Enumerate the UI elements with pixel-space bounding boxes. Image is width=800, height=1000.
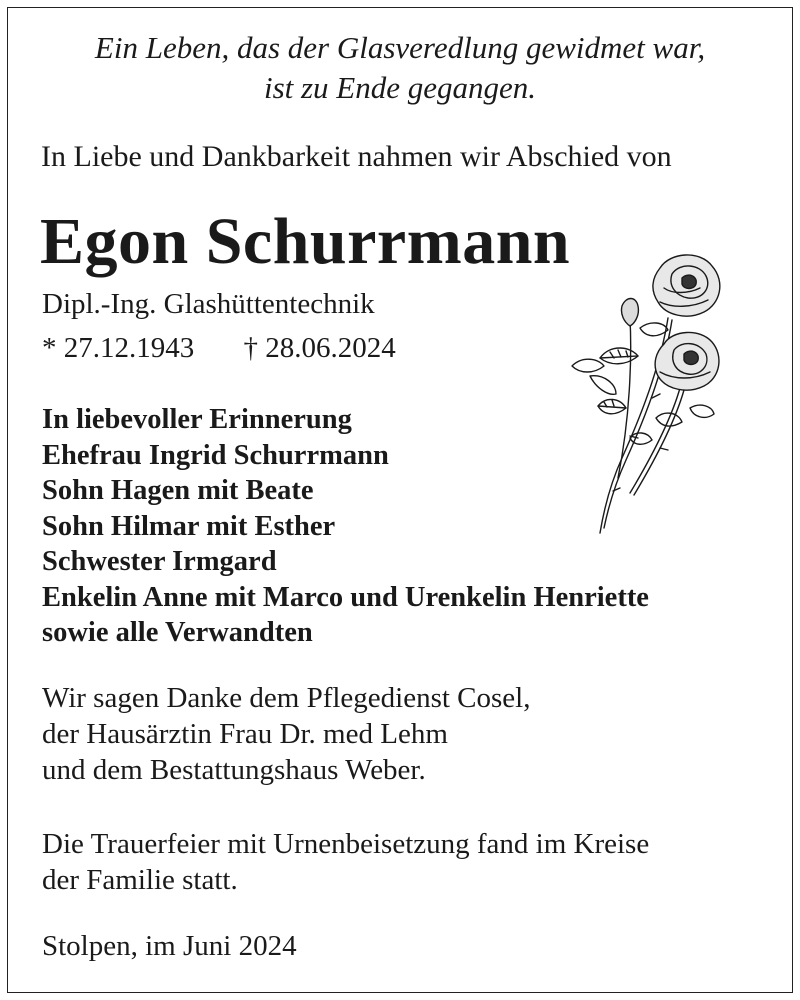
funeral-line: der Familie statt. <box>42 864 238 896</box>
deceased-name: Egon Schurrmann <box>40 205 571 278</box>
thanks-line: Wir sagen Danke dem Pflegedienst Cosel, <box>42 682 531 714</box>
life-dates <box>42 332 396 365</box>
funeral-line: Die Trauerfeier mit Urnenbeisetzung fand im Kreise <box>42 828 650 860</box>
family-line: Enkelin Anne mit Marco und Urenkelin Henriette <box>42 581 649 613</box>
family-line: In liebevoller Erinnerung <box>42 404 352 435</box>
deceased-title: Dipl.-Ing. Glashüttentechnik <box>42 288 375 320</box>
motto <box>0 28 800 108</box>
roses-icon <box>560 248 740 538</box>
thanks-line: und dem Bestattungshaus Weber. <box>42 754 426 786</box>
family-line: Ehefrau Ingrid Schurrmann <box>42 439 389 471</box>
family-line: Sohn Hagen mit Beate <box>42 475 314 506</box>
family-line: Sohn Hilmar mit Esther <box>42 510 336 542</box>
motto-line-1: Ein Leben, das der Glasveredlung gewidmet war, <box>94 30 706 65</box>
birth-date: * 27.12.1943 <box>42 332 195 364</box>
intro-text: In Liebe und Dankbarkeit nahmen wir Abschied von <box>41 140 672 173</box>
motto-line-2: ist zu Ende gegangen. <box>263 70 537 105</box>
place-date: Stolpen, im Juni 2024 <box>42 930 297 962</box>
thanks-line: der Hausärztin Frau Dr. med Lehm <box>42 718 448 750</box>
death-date: † 28.06.2024 <box>243 332 396 364</box>
thanks-text <box>42 680 530 788</box>
funeral-text <box>42 826 649 898</box>
family-line: Schwester Irmgard <box>42 546 277 577</box>
family-list <box>42 402 649 651</box>
family-line: sowie alle Verwandten <box>42 617 313 648</box>
